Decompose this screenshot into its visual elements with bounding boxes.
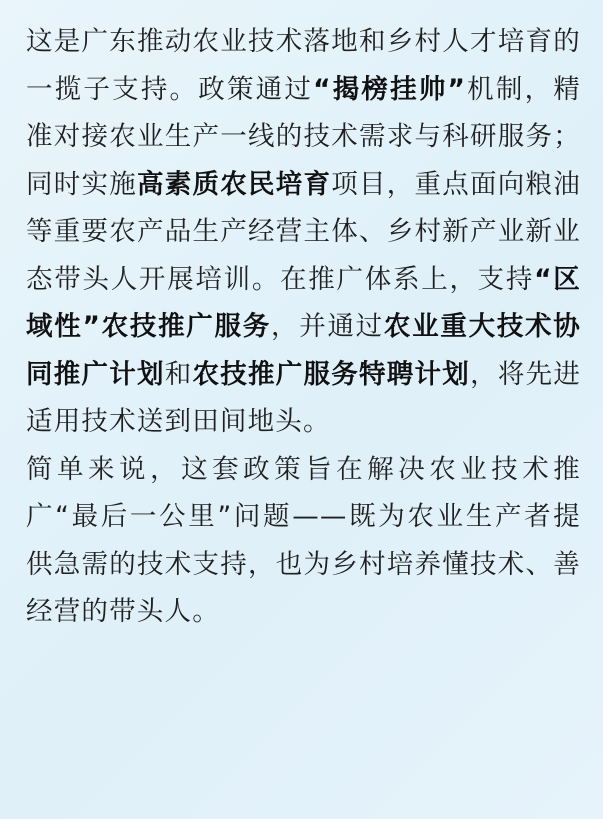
bold-keyword-farmer-training: 高素质农民培育 [137,168,332,200]
text-segment: 这是广东推动农业技术落地和乡村人才培育的一揽子支持。政策通过 [26,26,581,105]
text-segment: ，并通过 [270,311,384,342]
bold-keyword-regional-extension: “区域性”农技推广服务 [26,263,581,342]
bold-keyword-jiebang-guashuai: “揭榜挂帅” [313,73,467,105]
text-segment: 项目，重点面向粮油等重要农产品生产经营主体、乡村新产业新业态带头人开展培训。在推广体系上，支持 [26,168,581,295]
paragraph-policy-details [26,18,581,446]
text-segment: ，将先进适用技术送到田间地头。 [26,358,582,437]
paragraph-summary: 简单来说，这套政策旨在解决农业技术推广“最后一公里”问题——既为农业生产者提供急需的技术支持，也为乡村培养懂技术、善经营的带头人。 [26,453,581,627]
text-segment: 和 [164,358,193,390]
bold-keyword-collaborative-plan: 农业重大技术协同推广计划 [26,311,581,390]
bold-keyword-special-hire-plan: 农技推广服务特聘计划 [192,358,471,390]
text-segment: 机制，精准对接农业生产一线的技术需求与科研服务；同时实施 [26,73,581,200]
